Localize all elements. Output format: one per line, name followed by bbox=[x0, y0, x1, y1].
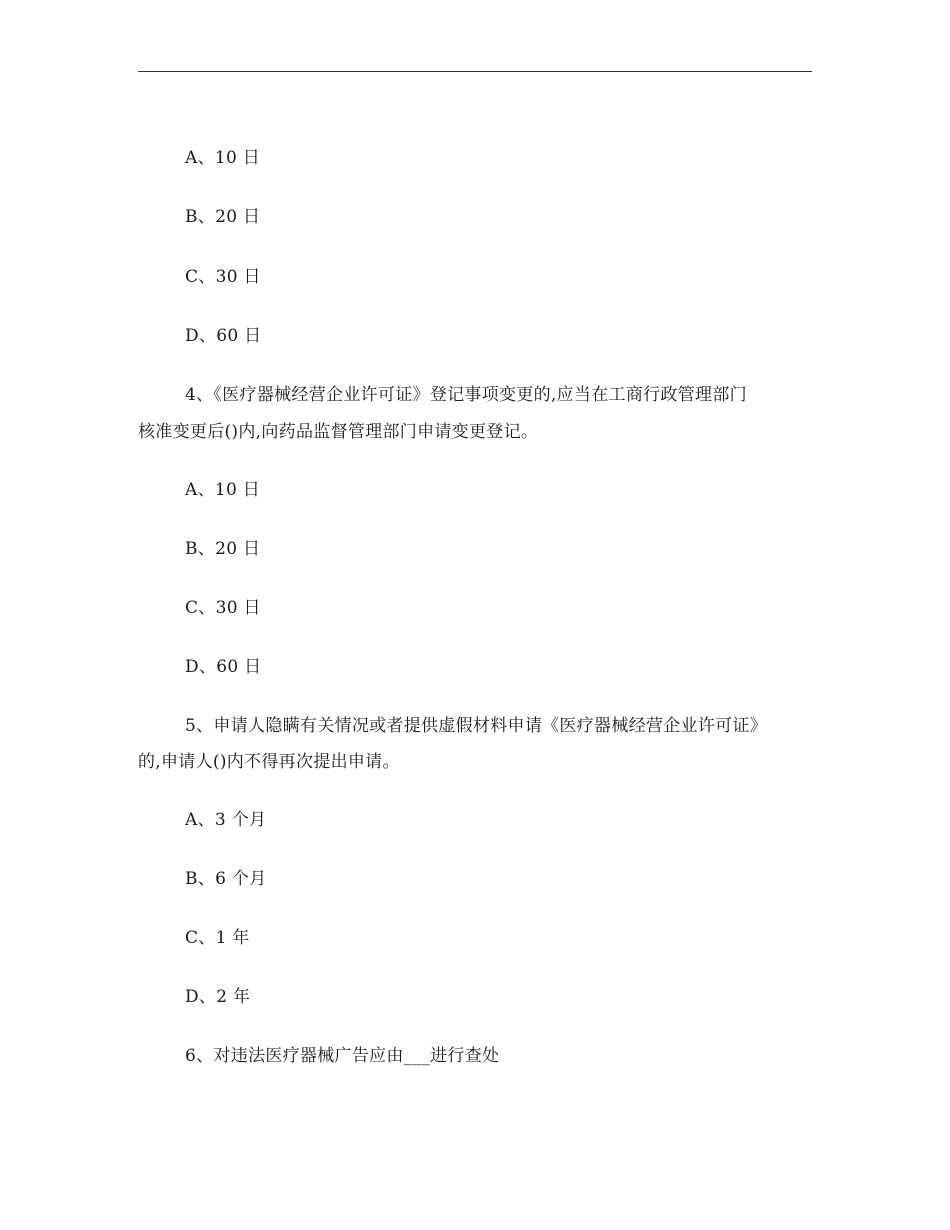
block1-option-c: C、30 日 bbox=[185, 267, 261, 287]
block1-option-d: D、60 日 bbox=[185, 326, 262, 346]
q5-option-d: D、2 年 bbox=[185, 987, 251, 1007]
block1-option-a: A、10 日 bbox=[185, 148, 261, 168]
q4-option-c: C、30 日 bbox=[185, 598, 261, 618]
question-5-line-2: 的,申请人()内不得再次提出申请。 bbox=[138, 752, 400, 772]
q4-option-d: D、60 日 bbox=[185, 657, 262, 677]
q5-option-b: B、6 个月 bbox=[185, 869, 267, 889]
header-rule bbox=[138, 71, 812, 72]
question-4-line-2: 核准变更后()内,向药品监督管理部门申请变更登记。 bbox=[138, 422, 539, 442]
q4-option-b: B、20 日 bbox=[185, 539, 261, 559]
question-5-line-1: 5、申请人隐瞒有关情况或者提供虚假材料申请《医疗器械经营企业许可证》 bbox=[185, 716, 768, 736]
q5-option-c: C、1 年 bbox=[185, 928, 250, 948]
question-4-line-1: 4、《医疗器械经营企业许可证》登记事项变更的,应当在工商行政管理部门 bbox=[185, 385, 747, 405]
q5-option-a: A、3 个月 bbox=[185, 810, 267, 830]
block1-option-b: B、20 日 bbox=[185, 207, 261, 227]
question-6-line-1: 6、对违法医疗器械广告应由___进行查处 bbox=[185, 1046, 500, 1066]
q4-option-a: A、10 日 bbox=[185, 480, 261, 500]
